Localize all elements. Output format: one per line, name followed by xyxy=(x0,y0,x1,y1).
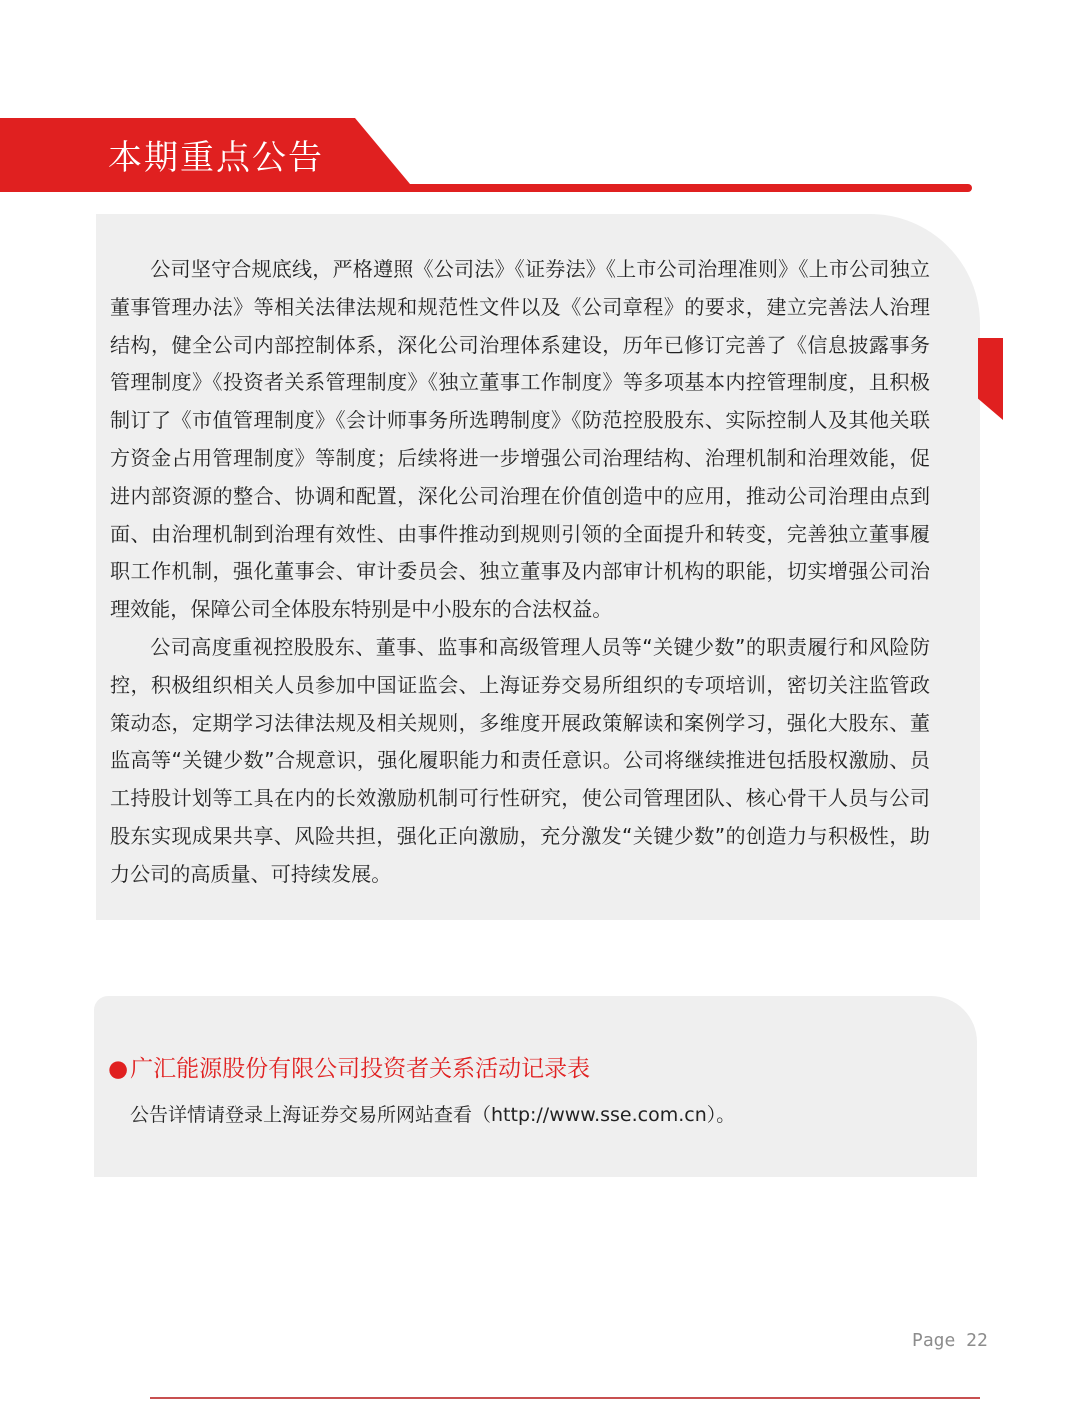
section-title: 本期重点公告 xyxy=(108,138,324,178)
paragraph: 公司坚守合规底线，严格遵照《公司法》《证券法》《上市公司治理准则》《上市公司独立董事管理办法》等相关法律法规和规范性文件以及《公司章程》的要求，建立完善法人治理结构，健全公司内部控制体系，深化公司治理体系建设，历年已修订完善了《信息披露事务管理制度》《投资者关系管理制度》《独立董事工作制度》等多项基本内控管理制度，且积极制订了《市值管理制度》《会计师事务所选聘制度》《防范控股股东、实际控制人及其他关联方资金占用管理制度》等制度；后续将进一步增强公司治理结构、治理机制和治理效能，促进内部资源的整合、协调和配置，深化公司治理在价值创造中的应用，推动公司治理由点到面、由治理机制到治理有效性、由事件推动到规则引领的全面提升和转变，完善独立董事履职工作机制，强化董事会、审计委员会、独立董事及内部审计机构的职能，切实增强公司治理效能，保障公司全体股东特别是中小股东的合法权益。 xyxy=(110,257,930,622)
notice-title xyxy=(108,1052,590,1086)
notice-detail: 公告详情请登录上海证券交易所网站查看（http://www.sse.com.cn）。 xyxy=(130,1104,736,1126)
header-divider xyxy=(0,184,972,192)
notice-title-text: 广汇能源股份有限公司投资者关系活动记录表 xyxy=(130,1056,591,1082)
article-body xyxy=(110,251,930,894)
notice-panel xyxy=(94,996,977,1177)
bullet-dot-icon: ● xyxy=(108,1056,129,1082)
page-number: Page 22 xyxy=(912,1330,988,1351)
side-tab-marker xyxy=(978,338,1003,420)
footer-divider xyxy=(150,1397,980,1399)
paragraph: 公司高度重视控股股东、董事、监事和高级管理人员等“关键少数”的职责履行和风险防控，积极组织相关人员参加中国证监会、上海证券交易所组织的专项培训，密切关注监管政策动态，定期学习法律法规及相关规则，多维度开展政策解读和案例学习，强化大股东、董监高等“关键少数”合规意识，强化履职能力和责任意识。公司将继续推进包括股权激励、员工持股计划等工具在内的长效激励机制可行性研究，使公司管理团队、核心骨干人员与公司股东实现成果共享、风险共担，强化正向激励，充分激发“关键少数”的创造力与积极性，助力公司的高质量、可持续发展。 xyxy=(110,634,930,886)
